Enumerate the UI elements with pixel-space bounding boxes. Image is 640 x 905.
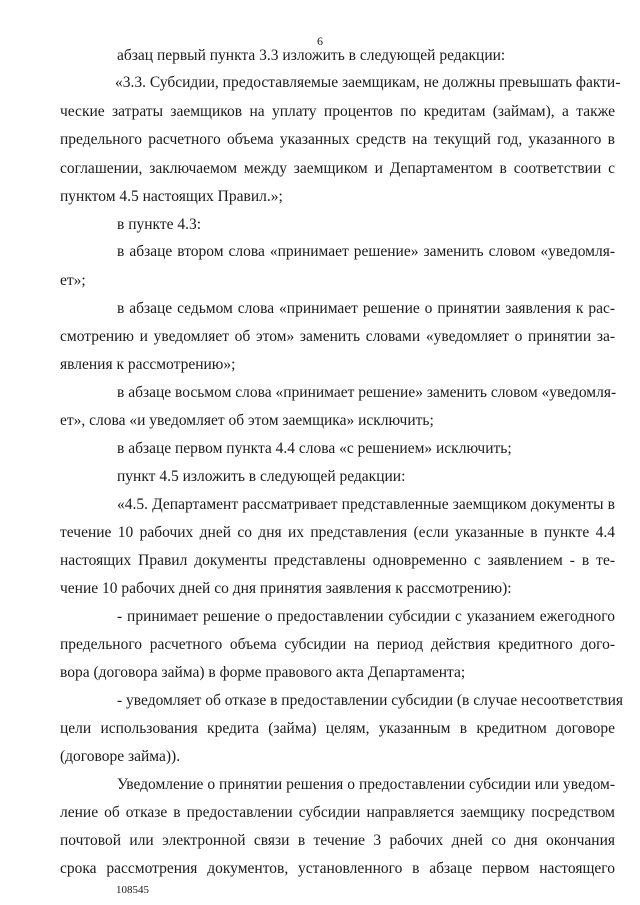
text-line: в абзаце втором слова «принимает решение» заменить словом «уведомля-	[117, 243, 615, 260]
text-line: ет»;	[60, 272, 86, 289]
text-line: соглашении, заключаемом между заемщиком и Департаментом в соответствии с	[60, 160, 615, 177]
text-line: вора (договора займа) в форме правового акта Департамента;	[60, 664, 466, 681]
text-line: - принимает решение о предоставлении субсидии с указанием ежегодного	[117, 608, 615, 625]
text-line: цели использования кредита (займа) целям, указанным в кредитном договоре	[60, 720, 615, 737]
text-line: чение 10 рабочих дней со дня принятия заявления к рассмотрению):	[60, 580, 512, 597]
text-line: в абзаце первом пункта 4.4 слова «с решением» исключить;	[117, 440, 512, 457]
text-line: почтовой или электронной связи в течение 3 рабочих дней со дня окончания	[60, 832, 615, 849]
text-line: ет», слова «и уведомляет об этом заемщика» исключить;	[60, 412, 434, 429]
text-line: Уведомление о принятии решения о предоставлении субсидии или уведом-	[117, 776, 615, 793]
text-line: абзац первый пункта 3.3 изложить в следующей редакции:	[117, 47, 506, 64]
text-line: пунктом 4.5 настоящих Правил.»;	[60, 188, 283, 205]
text-line: предельного расчетного объема указанных средств на текущий год, указанного в	[60, 131, 615, 148]
text-line: в пункте 4.3:	[117, 216, 202, 233]
text-line: «4.5. Департамент рассматривает представленные заемщиком документы в	[117, 496, 615, 513]
text-line: предельного расчетного объема субсидии на период действия кредитного дого-	[60, 636, 615, 653]
text-line: - уведомляет об отказе в предоставлении субсидии (в случае несоответствия	[117, 692, 624, 709]
text-line: срока рассмотрения документов, установленного в абзаце первом настоящего	[60, 860, 615, 877]
text-line: в абзаце седьмом слова «принимает решение о принятии заявления к рас-	[117, 300, 615, 317]
text-line: ление об отказе в предоставлении субсидии направляется заемщику посредством	[60, 804, 615, 821]
text-line: течение 10 рабочих дней со дня их представления (если указанные в пункте 4.4	[60, 524, 615, 541]
text-line: пункт 4.5 изложить в следующей редакции:	[117, 468, 406, 485]
text-line: в абзаце восьмом слова «принимает решение» заменить словом «уведомля-	[117, 384, 617, 401]
page-number: 6	[317, 34, 323, 48]
document-code: 108545	[116, 884, 149, 896]
text-line: смотрению и уведомляет об этом» заменить словами «уведомляет о принятии за-	[60, 328, 615, 345]
text-line: явления к рассмотрению»;	[60, 356, 236, 373]
text-line: ческие затраты заемщиков на уплату процентов по кредитам (займам), а также	[60, 103, 615, 120]
text-line: настоящих Правил документы представлены одновременно с заявлением - в те-	[60, 552, 615, 569]
text-line: (договоре займа)).	[60, 748, 181, 765]
text-line: «3.3. Субсидии, предоставляемые заемщикам, не должны превышать факти-	[115, 74, 621, 91]
